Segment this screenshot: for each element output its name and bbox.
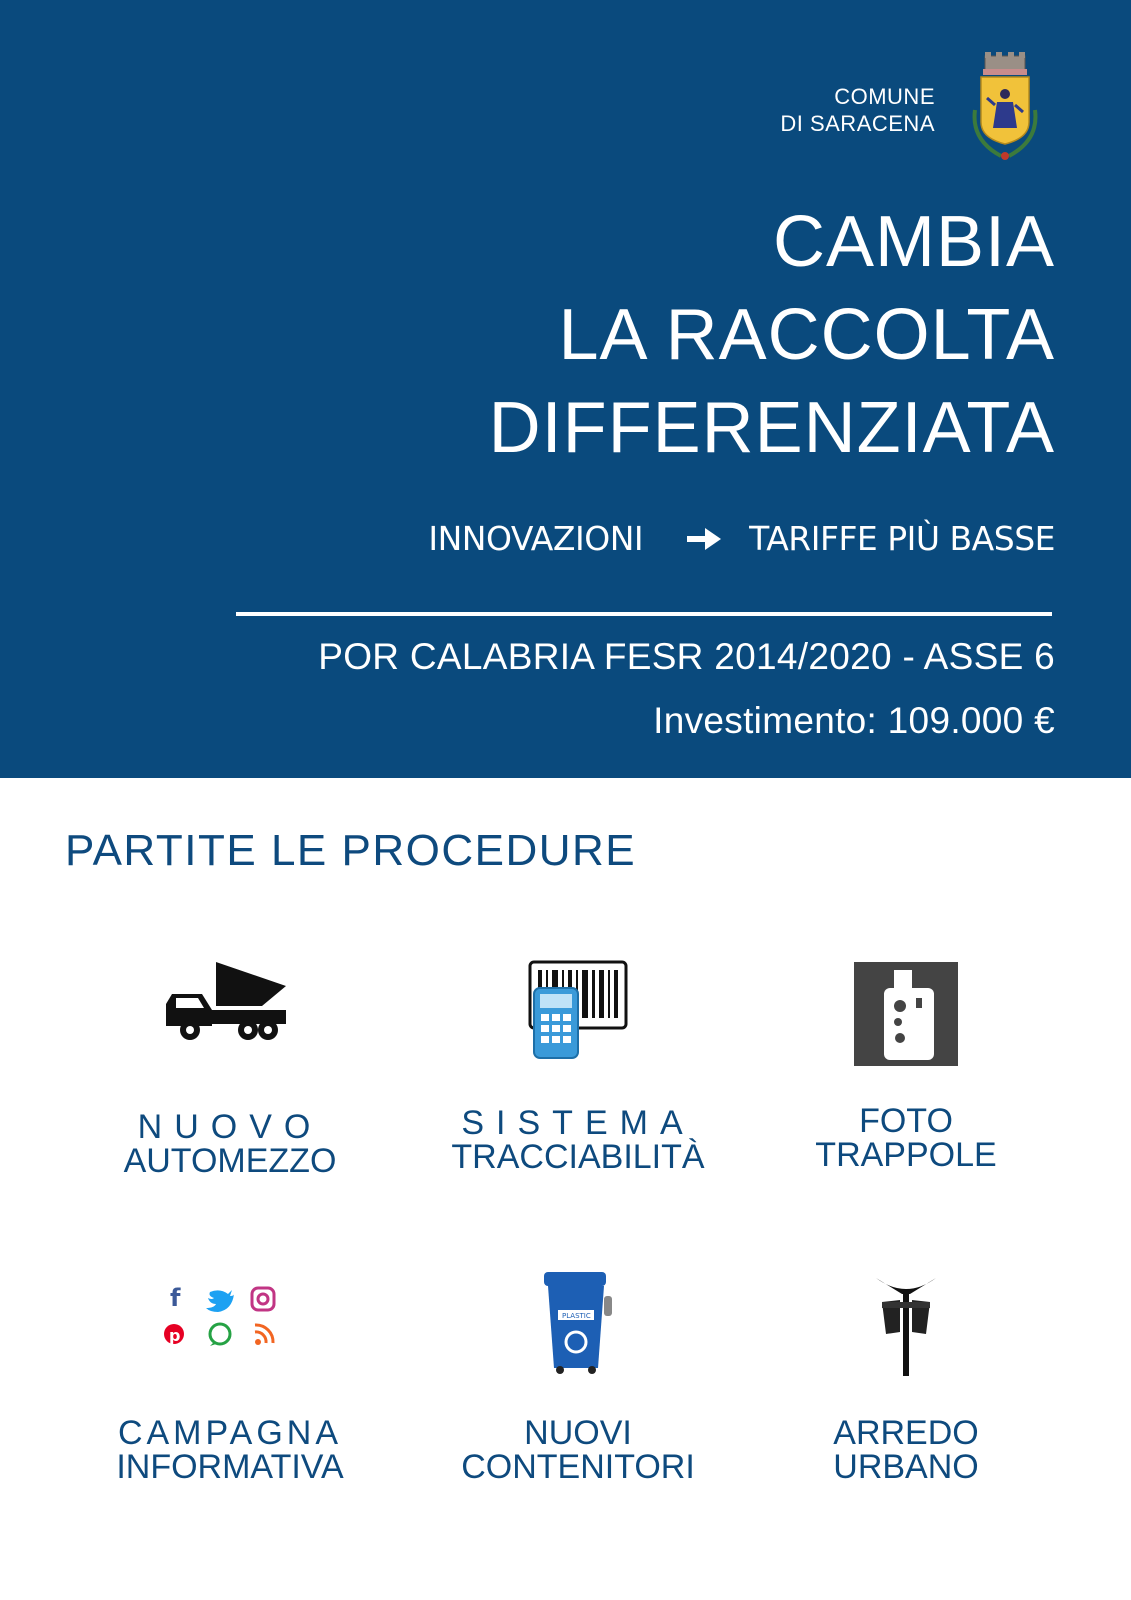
item-sistema-tracciabilita (428, 950, 728, 1180)
facebook-icon: f (170, 1284, 181, 1312)
instagram-icon (252, 1288, 274, 1310)
street-bin-icon (870, 1272, 942, 1376)
section-title: PARTITE LE PROCEDURE (65, 826, 637, 875)
headline-line-2: LA RACCOLTA (558, 295, 1055, 375)
subtitle-innovazioni: INNOVAZIONI (428, 519, 644, 558)
municipality-name (780, 83, 935, 137)
divider-line (236, 612, 1052, 616)
headline (489, 196, 1055, 475)
item-label-line-1: NUOVO (137, 1108, 323, 1146)
twitter-icon (206, 1290, 234, 1312)
camera-trap-icon (854, 962, 958, 1066)
item-label-line-2: TRACCIABILITÀ (451, 1138, 705, 1176)
subtitle-tariffe: TARIFFE PIÙ BASSE (749, 519, 1055, 558)
item-arredo-urbano (756, 1262, 1056, 1492)
item-label-line-2: CONTENITORI (461, 1448, 695, 1486)
svg-text:p: p (169, 1326, 181, 1345)
municipality-line-1: COMUNE (834, 84, 935, 109)
dump-truck-icon (164, 960, 290, 1044)
item-label-line-1: SISTEMA (461, 1104, 695, 1142)
svg-text:PLASTIC: PLASTIC (562, 1312, 591, 1320)
item-label-line-2: AUTOMEZZO (123, 1142, 337, 1180)
item-nuovi-contenitori (428, 1262, 728, 1492)
whatsapp-icon (210, 1324, 230, 1344)
headline-line-1: CAMBIA (772, 202, 1055, 282)
item-label-line-1: FOTO (859, 1102, 953, 1140)
item-label-line-2: TRAPPOLE (815, 1136, 997, 1174)
arrow-right-icon (687, 528, 721, 550)
rss-icon (255, 1339, 261, 1345)
social-media-icons (162, 1282, 292, 1362)
municipality-line-2: DI SARACENA (780, 111, 935, 136)
item-label-line-2: INFORMATIVA (116, 1448, 344, 1486)
item-label-line-1: CAMPAGNA (117, 1414, 343, 1452)
subtitle-row (428, 519, 1055, 558)
item-label-line-1: ARREDO (833, 1414, 979, 1452)
funding-program: POR CALABRIA FESR 2014/2020 - ASSE 6 (318, 636, 1055, 677)
item-campagna-informativa (80, 1262, 380, 1492)
coat-of-arms-icon (965, 50, 1045, 166)
item-label-line-1: NUOVI (524, 1414, 632, 1452)
item-nuovo-automezzo (80, 950, 380, 1180)
barcode-scanner-icon (528, 960, 628, 1060)
investment-amount: Investimento: 109.000 € (653, 700, 1055, 741)
item-label-line-2: URBANO (833, 1448, 979, 1486)
header-banner (0, 0, 1131, 778)
headline-line-3: DIFFERENZIATA (488, 388, 1055, 468)
item-foto-trappole (756, 950, 1056, 1180)
plastic-bin-icon (538, 1270, 618, 1374)
